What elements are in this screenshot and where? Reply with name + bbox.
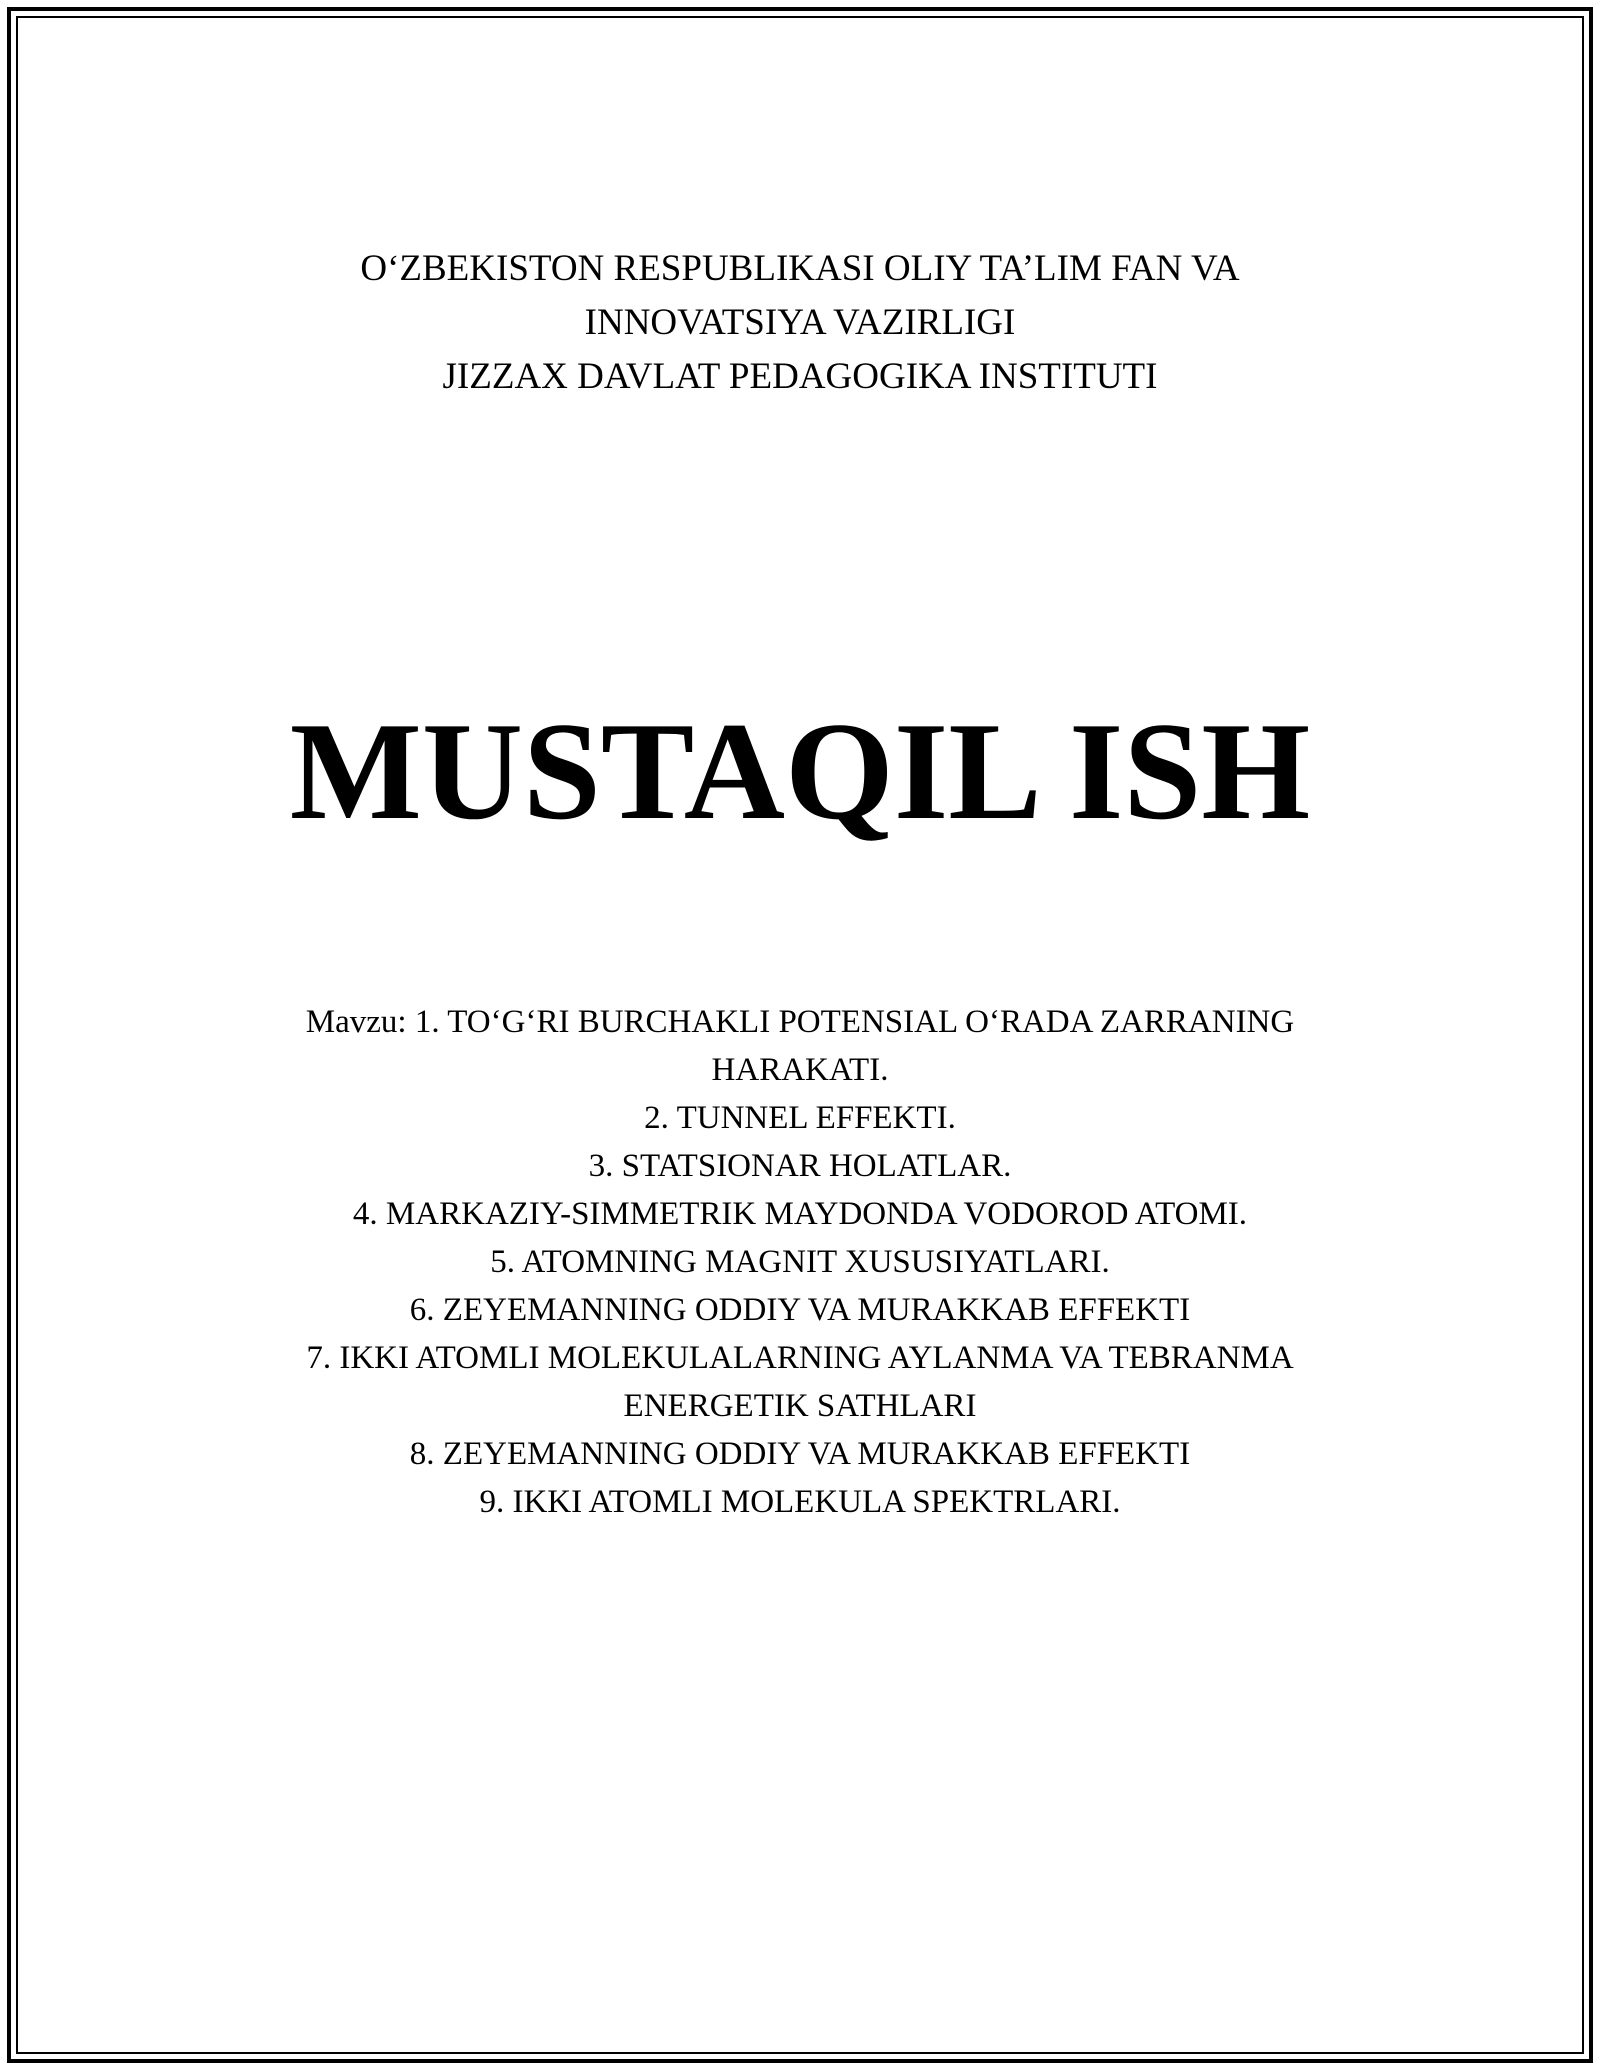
topic-line: 3. STATSIONAR HOLATLAR. bbox=[588, 1148, 1012, 1184]
header-line-ministry-1: O‘ZBEKISTON RESPUBLIKASI OLIY TA’LIM FAN VA bbox=[360, 248, 1240, 289]
topic-line: 5. ATOMNING MAGNIT XUSUSIYATLARI. bbox=[490, 1244, 1110, 1280]
topic-line: 2. TUNNEL EFFEKTI. bbox=[644, 1100, 956, 1136]
institution-header bbox=[0, 242, 1600, 404]
document-title: MUSTAQIL ISH bbox=[289, 694, 1311, 849]
header-line-ministry-2: INNOVATSIYA VAZIRLIGI bbox=[584, 302, 1016, 343]
topic-line: Mavzu: 1. TO‘G‘RI BURCHAKLI POTENSIAL O‘RADA ZARRANING bbox=[305, 1004, 1295, 1040]
topic-line: 9. IKKI ATOMLI MOLEKULA SPEKTRLARI. bbox=[479, 1484, 1121, 1520]
topic-line: HARAKATI. bbox=[711, 1052, 889, 1088]
topic-line: 4. MARKAZIY-SIMMETRIK MAYDONDA VODOROD ATOMI. bbox=[352, 1196, 1248, 1232]
topic-line: 7. IKKI ATOMLI MOLEKULALARNING AYLANMA VA TEBRANMA bbox=[306, 1340, 1294, 1376]
topic-line: 6. ZEYEMANNING ODDIY VA MURAKKAB EFFEKTI bbox=[409, 1292, 1191, 1328]
topic-list bbox=[0, 998, 1600, 1526]
header-line-institute: JIZZAX DAVLAT PEDAGOGIKA INSTITUTI bbox=[442, 356, 1158, 397]
topic-line: 8. ZEYEMANNING ODDIY VA MURAKKAB EFFEKTI bbox=[409, 1436, 1191, 1472]
topic-line: ENERGETIK SATHLARI bbox=[623, 1388, 977, 1424]
